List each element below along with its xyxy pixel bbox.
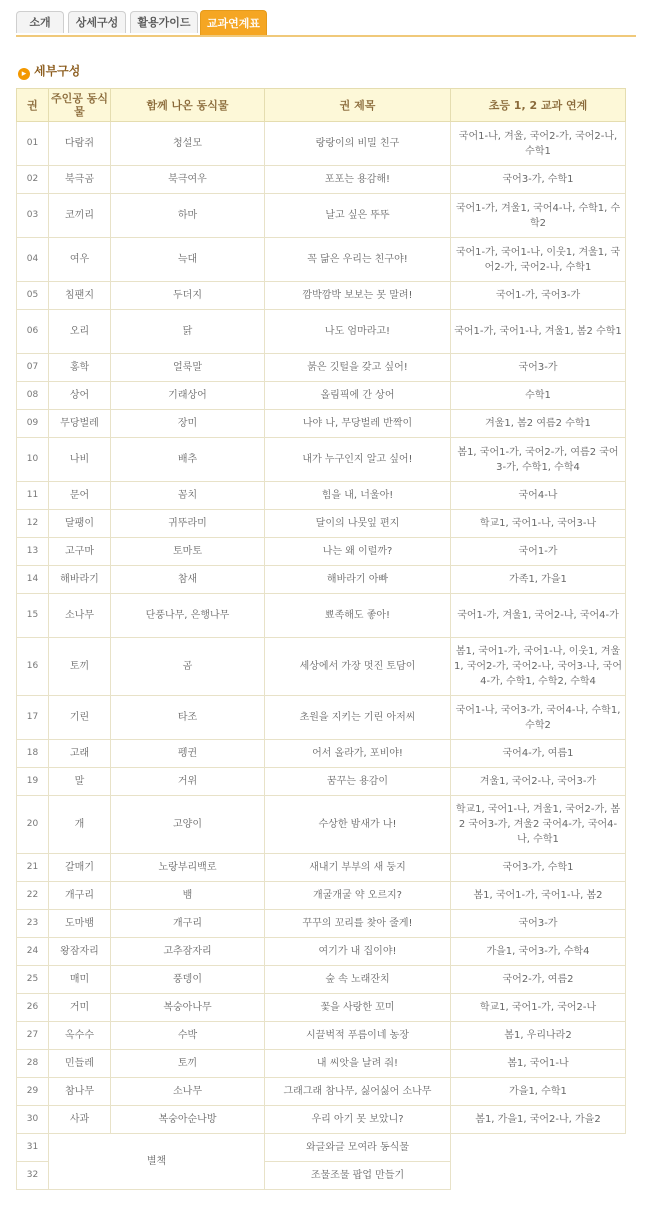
table-row <box>17 1078 626 1106</box>
cell-co-characters: 토마토 <box>111 538 265 566</box>
cell-title: 꼭 닮은 우리는 친구야! <box>265 238 451 282</box>
cell-main-character: 참나무 <box>49 1078 111 1106</box>
cell-curriculum: 봄1, 국어1-가, 국어2-가, 여름2 국어3-가, 수학1, 수학4 <box>451 438 626 482</box>
cell-curriculum: 국어1-가, 겨울1, 국어4-나, 수학1, 수학2 <box>451 194 626 238</box>
cell-co-characters: 고추잠자리 <box>111 938 265 966</box>
cell-co-characters: 청설모 <box>111 122 265 166</box>
cell-title: 시끌벅적 푸름이네 농장 <box>265 1022 451 1050</box>
cell-volume: 18 <box>17 740 49 768</box>
cell-title: 깜박깜박 보보는 못 말려! <box>265 282 451 310</box>
cell-main-character: 기린 <box>49 696 111 740</box>
cell-main-character: 문어 <box>49 482 111 510</box>
cell-co-characters: 배추 <box>111 438 265 482</box>
cell-co-characters: 뱀 <box>111 882 265 910</box>
cell-title: 우리 아기 못 보았니? <box>265 1106 451 1134</box>
cell-curriculum: 국어3-가 <box>451 910 626 938</box>
table-body <box>17 122 626 1190</box>
cell-curriculum: 국어1-가, 국어3-가 <box>451 282 626 310</box>
cell-volume: 23 <box>17 910 49 938</box>
section-title <box>18 62 80 80</box>
cell-main-character: 침팬지 <box>49 282 111 310</box>
cell-main-character: 토끼 <box>49 638 111 696</box>
cell-title: 조물조물 팝업 만들기 <box>265 1162 451 1190</box>
cell-curriculum: 국어1-가, 국어1-나, 이웃1, 겨울1, 국어2-가, 국어2-나, 수학1 <box>451 238 626 282</box>
cell-volume: 15 <box>17 594 49 638</box>
cell-curriculum: 국어3-가 <box>451 354 626 382</box>
table-row <box>17 994 626 1022</box>
cell-curriculum: 국어1-가 <box>451 538 626 566</box>
cell-volume: 11 <box>17 482 49 510</box>
cell-curriculum: 겨울1, 국어2-나, 국어3-가 <box>451 768 626 796</box>
cell-title: 올림픽에 간 상어 <box>265 382 451 410</box>
cell-main-character: 개 <box>49 796 111 854</box>
cell-co-characters: 노랑부리백로 <box>111 854 265 882</box>
cell-co-characters: 늑대 <box>111 238 265 282</box>
cell-title: 나야 나, 무당벌레 반짝이 <box>265 410 451 438</box>
cell-curriculum: 국어4-나 <box>451 482 626 510</box>
cell-curriculum: 국어1-가, 겨울1, 국어2-나, 국어4-가 <box>451 594 626 638</box>
cell-volume: 31 <box>17 1134 49 1162</box>
table-row <box>17 594 626 638</box>
table-row <box>17 166 626 194</box>
cell-co-characters: 개구리 <box>111 910 265 938</box>
cell-main-character: 왕잠자리 <box>49 938 111 966</box>
cell-volume: 24 <box>17 938 49 966</box>
cell-curriculum: 봄1, 국어1-가, 국어1-나, 이웃1, 겨울1, 국어2-가, 국어2-나, 국어3-나, 국어4-가, 수학1, 수학2, 수학4 <box>451 638 626 696</box>
cell-title: 내가 누구인지 알고 싶어! <box>265 438 451 482</box>
cell-co-characters: 얼룩말 <box>111 354 265 382</box>
cell-curriculum: 국어3-가, 수학1 <box>451 166 626 194</box>
cell-volume: 28 <box>17 1050 49 1078</box>
cell-volume: 25 <box>17 966 49 994</box>
cell-title: 나도 엄마라고! <box>265 310 451 354</box>
table-row <box>17 482 626 510</box>
cell-co-characters: 닭 <box>111 310 265 354</box>
cell-co-characters: 복숭아나무 <box>111 994 265 1022</box>
cell-main-character: 다람쥐 <box>49 122 111 166</box>
table-row <box>17 1022 626 1050</box>
cell-co-characters: 두더지 <box>111 282 265 310</box>
cell-volume: 19 <box>17 768 49 796</box>
cell-main-character: 나비 <box>49 438 111 482</box>
cell-volume: 02 <box>17 166 49 194</box>
cell-curriculum: 수학1 <box>451 382 626 410</box>
cell-volume: 17 <box>17 696 49 740</box>
cell-main-character: 코끼리 <box>49 194 111 238</box>
cell-volume: 08 <box>17 382 49 410</box>
cell-supplement-label: 별책 <box>49 1134 265 1190</box>
cell-co-characters: 소나무 <box>111 1078 265 1106</box>
table-row <box>17 768 626 796</box>
cell-curriculum: 국어2-가, 여름2 <box>451 966 626 994</box>
cell-co-characters: 꼼치 <box>111 482 265 510</box>
tab-bar <box>16 10 636 37</box>
cell-co-characters: 거위 <box>111 768 265 796</box>
cell-curriculum: 가을1, 국어3-가, 수학4 <box>451 938 626 966</box>
cell-curriculum: 국어4-가, 여름1 <box>451 740 626 768</box>
cell-volume: 06 <box>17 310 49 354</box>
cell-main-character: 북극곰 <box>49 166 111 194</box>
cell-main-character: 상어 <box>49 382 111 410</box>
cell-title: 내 씨앗을 날려 줘! <box>265 1050 451 1078</box>
cell-co-characters: 고양이 <box>111 796 265 854</box>
cell-title: 개굴개굴 약 오르지? <box>265 882 451 910</box>
table-row <box>17 1134 626 1162</box>
table-row <box>17 638 626 696</box>
cell-co-characters: 펭귄 <box>111 740 265 768</box>
cell-curriculum: 국어3-가, 수학1 <box>451 854 626 882</box>
cell-co-characters: 단풍나무, 은행나무 <box>111 594 265 638</box>
cell-title: 랑랑이의 비밀 친구 <box>265 122 451 166</box>
cell-main-character: 거미 <box>49 994 111 1022</box>
table-row <box>17 238 626 282</box>
table-row <box>17 382 626 410</box>
cell-title: 꿈꾸는 용감이 <box>265 768 451 796</box>
cell-title: 해바라기 아빠 <box>265 566 451 594</box>
cell-co-characters: 곰 <box>111 638 265 696</box>
cell-curriculum: 학교1, 국어1-가, 국어2-나 <box>451 994 626 1022</box>
table-row <box>17 910 626 938</box>
cell-volume: 20 <box>17 796 49 854</box>
cell-main-character: 달팽이 <box>49 510 111 538</box>
tab-curriculum[interactable]: 교과연계표 <box>200 10 267 35</box>
cell-title: 여기가 내 집이야! <box>265 938 451 966</box>
cell-title: 그래그래 참나무, 싫어싫어 소나무 <box>265 1078 451 1106</box>
table-row <box>17 854 626 882</box>
table-row <box>17 966 626 994</box>
cell-co-characters: 풍뎅이 <box>111 966 265 994</box>
header-main-character: 주인공 동식물 <box>49 89 111 122</box>
table-row <box>17 538 626 566</box>
cell-volume: 10 <box>17 438 49 482</box>
cell-volume: 07 <box>17 354 49 382</box>
cell-title: 수상한 밤새가 나! <box>265 796 451 854</box>
cell-volume: 32 <box>17 1162 49 1190</box>
cell-volume: 29 <box>17 1078 49 1106</box>
cell-volume: 27 <box>17 1022 49 1050</box>
section-title-label: 세부구성 <box>34 64 81 78</box>
cell-co-characters: 장미 <box>111 410 265 438</box>
cell-co-characters: 귀뚜라미 <box>111 510 265 538</box>
cell-curriculum: 학교1, 국어1-나, 국어3-나 <box>451 510 626 538</box>
cell-main-character: 고래 <box>49 740 111 768</box>
table-row <box>17 696 626 740</box>
cell-title: 뾰족해도 좋아! <box>265 594 451 638</box>
cell-main-character: 여우 <box>49 238 111 282</box>
cell-main-character: 말 <box>49 768 111 796</box>
tab-intro[interactable]: 소개 <box>16 11 64 33</box>
cell-curriculum: 가족1, 가을1 <box>451 566 626 594</box>
cell-main-character: 소나무 <box>49 594 111 638</box>
cell-main-character: 옥수수 <box>49 1022 111 1050</box>
cell-main-character: 사과 <box>49 1106 111 1134</box>
cell-volume: 26 <box>17 994 49 1022</box>
table-row <box>17 194 626 238</box>
cell-title: 꽃을 사랑한 꼬미 <box>265 994 451 1022</box>
cell-title: 숲 속 노래잔치 <box>265 966 451 994</box>
cell-curriculum: 국어1-가, 국어1-나, 겨울1, 봄2 수학1 <box>451 310 626 354</box>
tab-guide[interactable]: 활용가이드 <box>130 11 198 33</box>
header-curriculum: 초등 1, 2 교과 연계 <box>451 89 626 122</box>
curriculum-table <box>16 88 626 1190</box>
cell-title: 날고 싶은 뚜뚜 <box>265 194 451 238</box>
cell-main-character: 민들레 <box>49 1050 111 1078</box>
header-co-characters: 함께 나온 동식물 <box>111 89 265 122</box>
cell-title: 새내기 부부의 새 둥지 <box>265 854 451 882</box>
cell-title: 어서 올라가, 포비야! <box>265 740 451 768</box>
table-row <box>17 566 626 594</box>
table-row <box>17 438 626 482</box>
cell-curriculum: 봄1, 우리나라2 <box>451 1022 626 1050</box>
cell-curriculum: 국어1-나, 겨울, 국어2-가, 국어2-나, 수학1 <box>451 122 626 166</box>
table-row <box>17 938 626 966</box>
cell-main-character: 고구마 <box>49 538 111 566</box>
cell-curriculum: 겨울1, 봄2 여름2 수학1 <box>451 410 626 438</box>
tab-detail[interactable]: 상세구성 <box>68 11 126 33</box>
header-volume: 권 <box>17 89 49 122</box>
cell-co-characters: 복숭아순나방 <box>111 1106 265 1134</box>
cell-curriculum: 가을1, 수학1 <box>451 1078 626 1106</box>
cell-co-characters: 북극여우 <box>111 166 265 194</box>
cell-main-character: 해바라기 <box>49 566 111 594</box>
cell-volume: 09 <box>17 410 49 438</box>
cell-title: 와글와글 모여라 동식물 <box>265 1134 451 1162</box>
header-title: 권 제목 <box>265 89 451 122</box>
cell-curriculum: 봄1, 가을1, 국어2-나, 가을2 <box>451 1106 626 1134</box>
table-row <box>17 510 626 538</box>
cell-volume: 21 <box>17 854 49 882</box>
cell-main-character: 개구리 <box>49 882 111 910</box>
cell-main-character: 도마뱀 <box>49 910 111 938</box>
cell-volume: 16 <box>17 638 49 696</box>
cell-title: 힘을 내, 너울아! <box>265 482 451 510</box>
cell-curriculum: 국어1-나, 국어3-가, 국어4-나, 수학1, 수학2 <box>451 696 626 740</box>
cell-co-characters: 타조 <box>111 696 265 740</box>
cell-co-characters: 참새 <box>111 566 265 594</box>
cell-title: 붉은 깃털을 갖고 싶어! <box>265 354 451 382</box>
cell-title: 세상에서 가장 멋진 토담이 <box>265 638 451 696</box>
table-row <box>17 1050 626 1078</box>
table-row <box>17 740 626 768</box>
cell-co-characters: 기래상어 <box>111 382 265 410</box>
cell-co-characters: 수박 <box>111 1022 265 1050</box>
cell-curriculum-empty <box>451 1134 626 1190</box>
table-row <box>17 122 626 166</box>
cell-main-character: 무당벌레 <box>49 410 111 438</box>
table-row <box>17 882 626 910</box>
arrow-circle-icon: ▸ <box>18 68 30 80</box>
cell-curriculum: 봄1, 국어1-가, 국어1-나, 봄2 <box>451 882 626 910</box>
cell-title: 꾸꾸의 꼬리를 찾아 줄게! <box>265 910 451 938</box>
table-row <box>17 310 626 354</box>
cell-volume: 01 <box>17 122 49 166</box>
cell-volume: 14 <box>17 566 49 594</box>
table-row <box>17 410 626 438</box>
cell-co-characters: 토끼 <box>111 1050 265 1078</box>
cell-volume: 13 <box>17 538 49 566</box>
cell-title: 포포는 용감해! <box>265 166 451 194</box>
table-row <box>17 354 626 382</box>
cell-main-character: 갈매기 <box>49 854 111 882</box>
cell-curriculum: 학교1, 국어1-나, 겨울1, 국어2-가, 봄2 국어3-가, 겨울2 국어4-가, 국어4-나, 수학1 <box>451 796 626 854</box>
cell-main-character: 오리 <box>49 310 111 354</box>
table-row <box>17 1106 626 1134</box>
table-row <box>17 282 626 310</box>
cell-volume: 03 <box>17 194 49 238</box>
cell-title: 달이의 나뭇잎 편지 <box>265 510 451 538</box>
cell-main-character: 매미 <box>49 966 111 994</box>
cell-volume: 12 <box>17 510 49 538</box>
cell-title: 나는 왜 이럴까? <box>265 538 451 566</box>
cell-curriculum: 봄1, 국어1-나 <box>451 1050 626 1078</box>
table-header-row <box>17 89 626 122</box>
cell-volume: 04 <box>17 238 49 282</box>
cell-volume: 30 <box>17 1106 49 1134</box>
cell-main-character: 홍학 <box>49 354 111 382</box>
cell-co-characters: 하마 <box>111 194 265 238</box>
cell-title: 초원을 지키는 기린 아저씨 <box>265 696 451 740</box>
cell-volume: 22 <box>17 882 49 910</box>
table-row <box>17 796 626 854</box>
cell-volume: 05 <box>17 282 49 310</box>
